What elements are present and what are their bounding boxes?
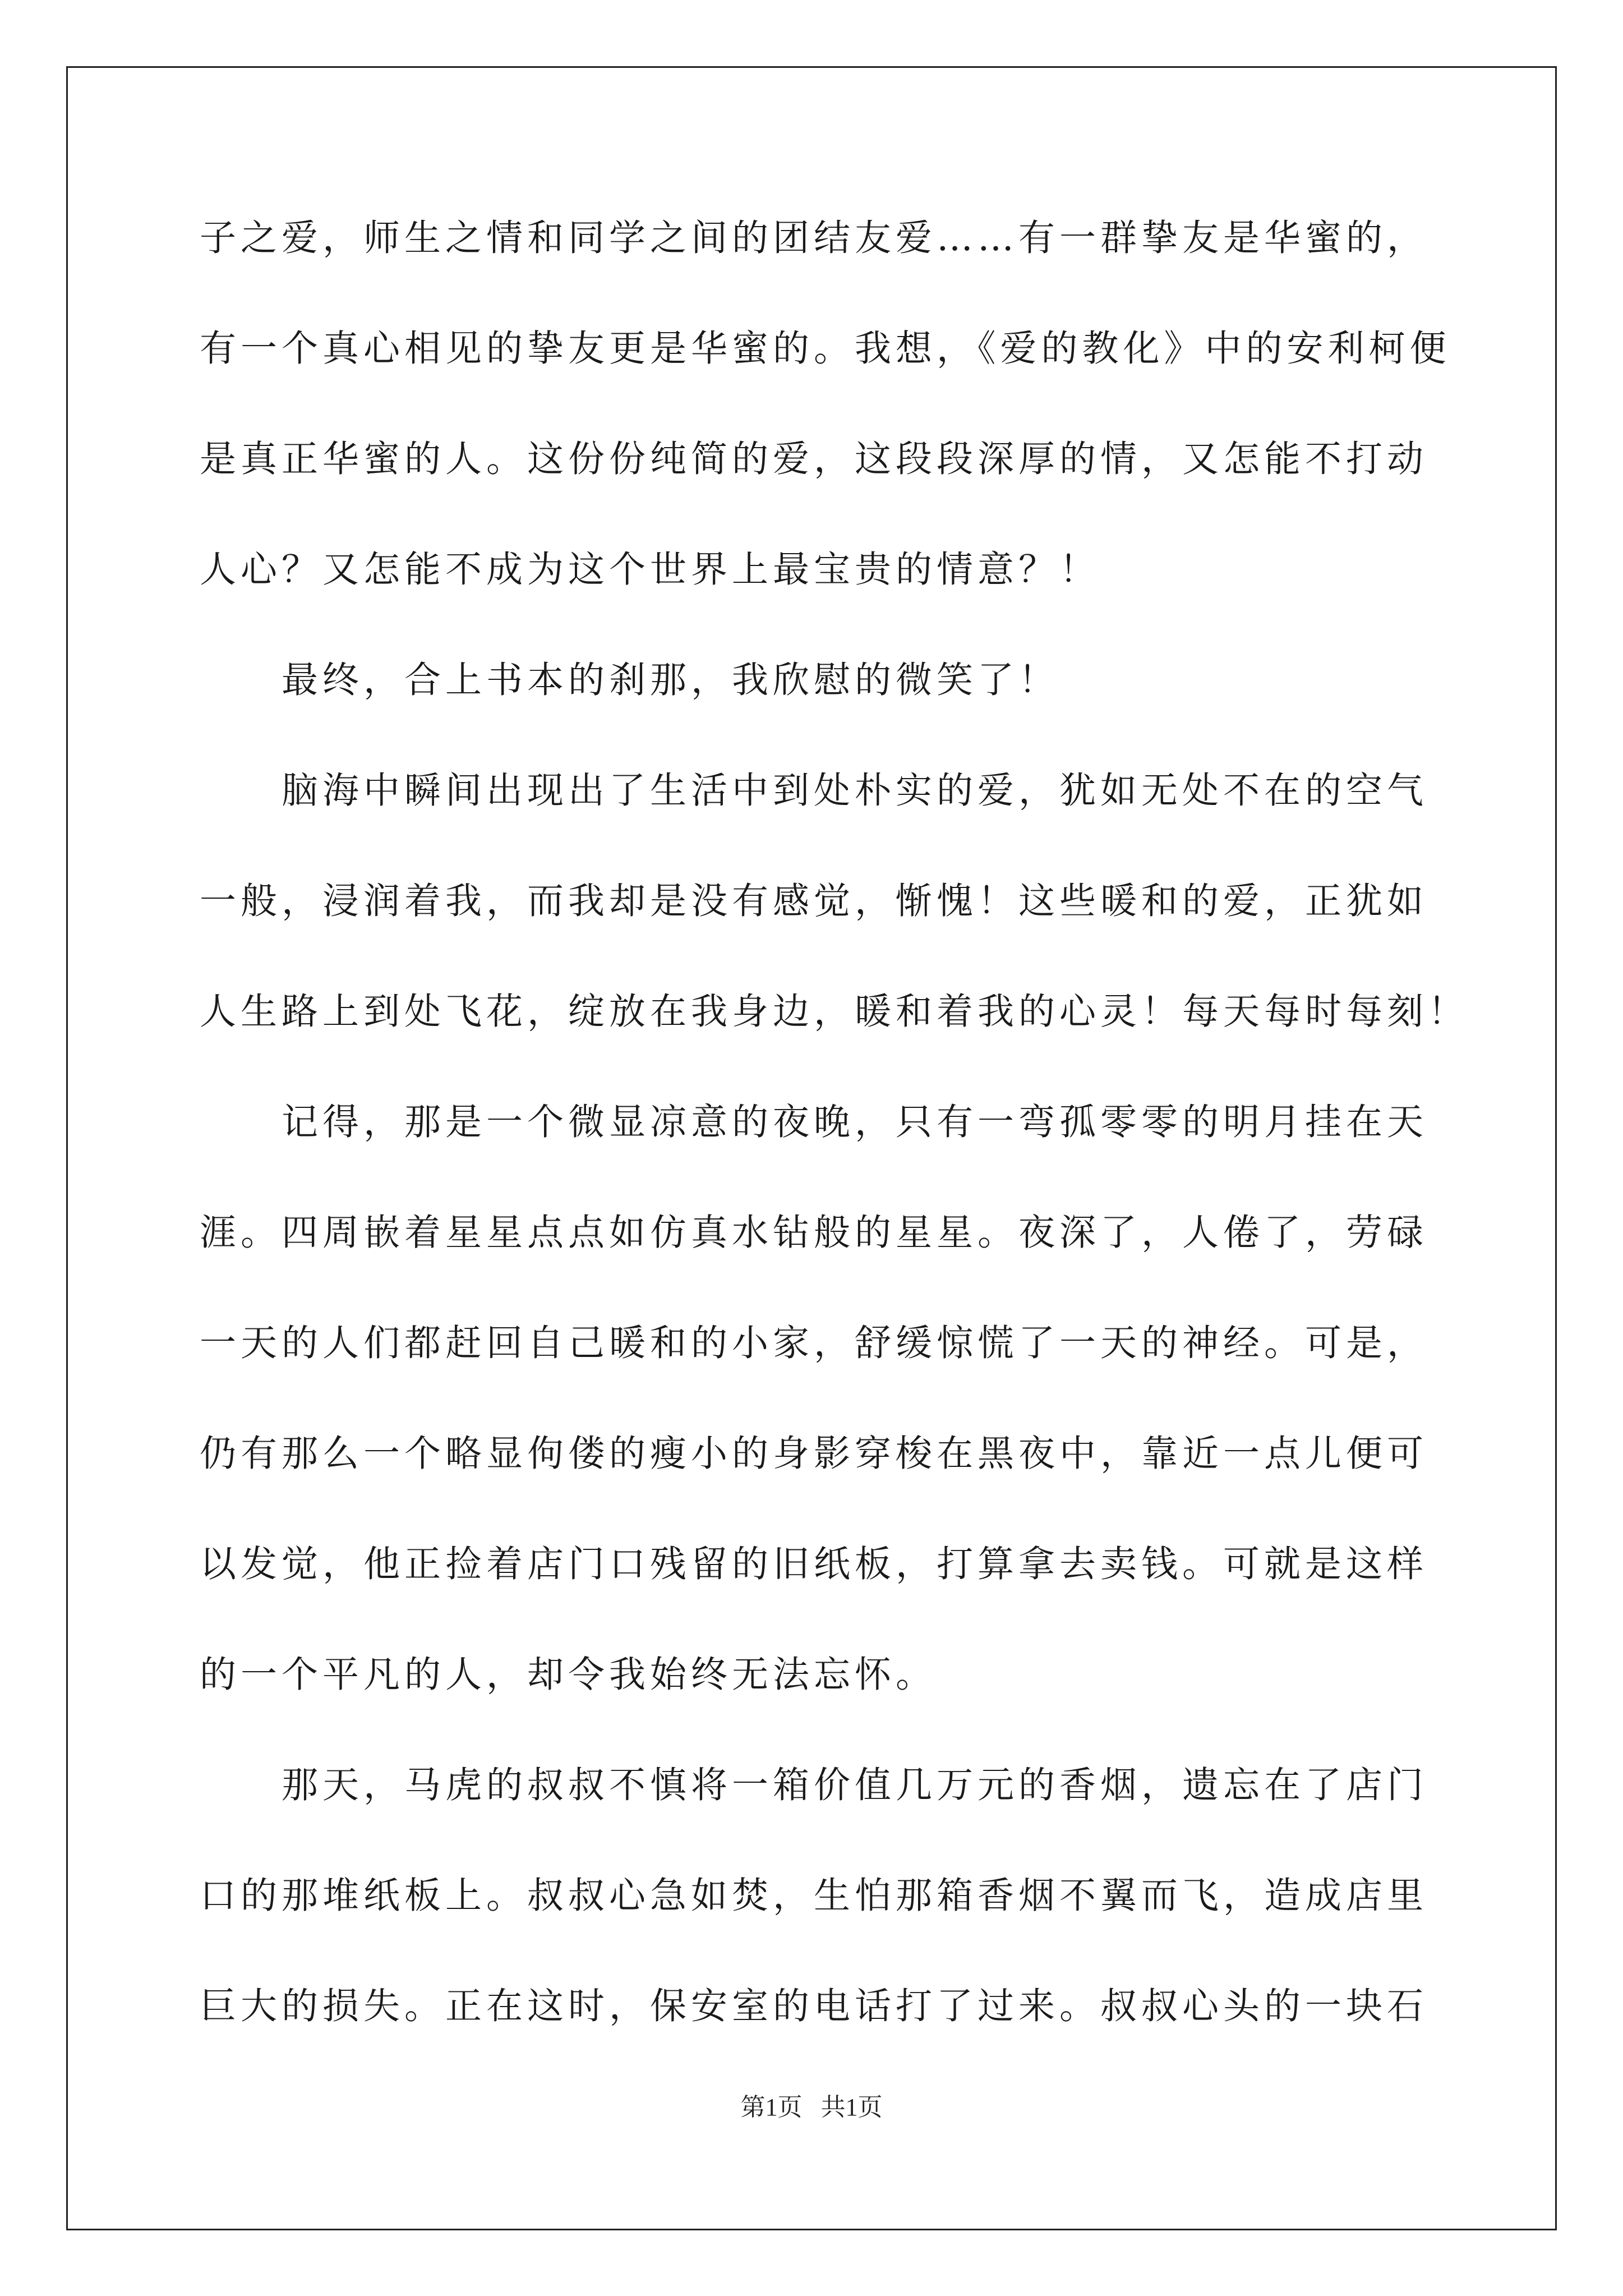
page-number-footer: 第1页 共1页: [740, 2093, 883, 2121]
text-line-2: 有一个真心相见的挚友更是华蜜的。我想，《爱的教化》中的安利柯便: [200, 328, 1451, 370]
text-line-4: 人心？又怎能不成为这个世界上最宝贵的情意？！: [200, 549, 1101, 591]
text-line-9: 记得，那是一个微显凉意的夜晚，只有一弯孤零零的明月挂在天: [282, 1101, 1428, 1143]
text-line-13: 以发觉，他正捡着店门口残留的旧纸板，打算拿去卖钱。可就是这样: [200, 1543, 1428, 1585]
text-line-14: 的一个平凡的人，却令我始终无法忘怀。: [200, 1654, 937, 1696]
text-line-3: 是真正华蜜的人。这份份纯简的爱，这段段深厚的情，又怎能不打动: [200, 438, 1428, 480]
text-line-17: 巨大的损失。正在这时，保安室的电话打了过来。叔叔心头的一块石: [200, 1985, 1428, 2027]
text-line-12: 仍有那么一个略显佝偻的瘦小的身影穿梭在黑夜中，靠近一点儿便可: [200, 1433, 1428, 1475]
document-body: [200, 205, 1469, 2083]
text-line-15: 那天，马虎的叔叔不慎将一箱价值几万元的香烟，遗忘在了店门: [282, 1764, 1428, 1806]
text-line-5: 最终，合上书本的刹那，我欣慰的微笑了！: [282, 659, 1060, 701]
text-line-10: 涯。四周嵌着星星点点如仿真水钻般的星星。夜深了，人倦了，劳碌: [200, 1212, 1428, 1254]
text-line-11: 一天的人们都赶回自己暖和的小家，舒缓惊慌了一天的神经。可是，: [200, 1322, 1428, 1364]
text-line-7: 一般，浸润着我，而我却是没有感觉，惭愧！这些暖和的爱，正犹如: [200, 880, 1428, 922]
text-line-16: 口的那堆纸板上。叔叔心急如焚，生怕那箱香烟不翼而飞，造成店里: [200, 1875, 1428, 1917]
text-line-1: 子之爱，师生之情和同学之间的团结友爱……有一群挚友是华蜜的，: [200, 217, 1428, 259]
text-line-6: 脑海中瞬间出现出了生活中到处朴实的爱，犹如无处不在的空气: [282, 770, 1428, 812]
text-line-8: 人生路上到处飞花，绽放在我身边，暖和着我的心灵！每天每时每刻！: [200, 991, 1469, 1033]
